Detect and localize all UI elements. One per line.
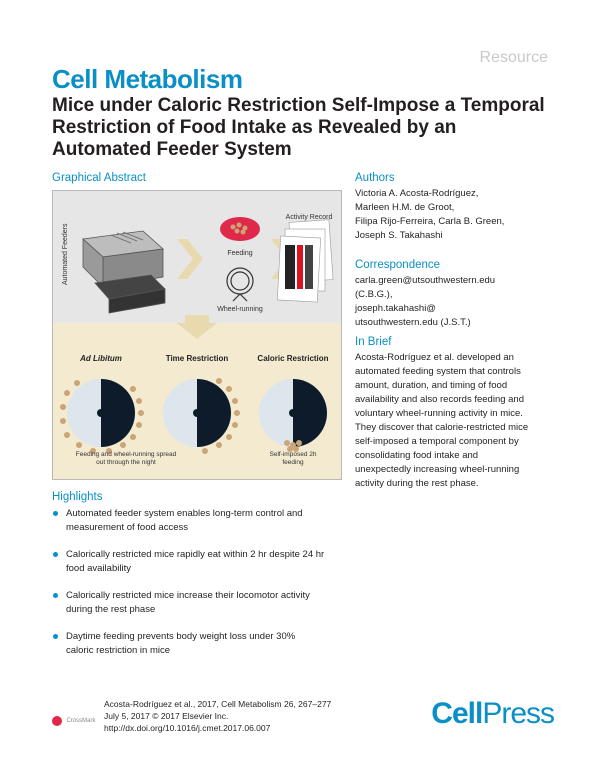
in-brief-line: amount, duration, and timing of food — [355, 380, 508, 391]
highlight-item: Calorically restricted mice increase their locomotor activity during the rest phase — [52, 589, 352, 617]
citation: Acosta-Rodríguez et al., 2017, Cell Metabolism 26, 267–277 — [104, 699, 332, 709]
highlights-section — [52, 507, 352, 671]
cellpress-logo-cell: Cell — [431, 697, 483, 730]
crossmark-label: CrossMark — [66, 717, 96, 724]
clock-ad-libitum-icon — [67, 379, 135, 447]
label-time-restriction: Time Restriction — [165, 354, 229, 363]
email-link-2[interactable]: joseph.takahashi@ — [355, 303, 436, 314]
graphical-abstract-heading: Graphical Abstract — [52, 172, 146, 184]
highlight-item: Automated feeder system enables long-term control and measurement of food access — [52, 507, 352, 535]
feeding-dish-icon — [220, 217, 260, 241]
bullet-icon — [53, 634, 58, 639]
author-line: Filipa Rijo-Ferreira, Carla B. Green, — [355, 216, 505, 227]
highlights-heading: Highlights — [52, 491, 103, 503]
author-line: Joseph S. Takahashi — [355, 230, 443, 241]
cellpress-logo-press: Press — [482, 697, 554, 730]
doi-link[interactable]: http://dx.doi.org/10.1016/j.cmet.2017.06.007 — [104, 723, 271, 733]
authors-heading: Authors — [355, 172, 395, 184]
in-brief-line: activity during the rest phase. — [355, 478, 479, 489]
correspondence-heading: Correspondence — [355, 259, 441, 271]
highlight-item: Calorically restricted mice rapidly eat within 2 hr despite 24 hr food availability — [52, 548, 352, 576]
clock-time-restriction-icon — [163, 379, 231, 447]
bullet-icon — [53, 593, 58, 598]
in-brief-line: unexpectedly increasing wheel-running — [355, 464, 520, 475]
cellpress-logo[interactable] — [431, 697, 554, 731]
label-ad-libitum: Ad Libitum — [80, 354, 122, 363]
in-brief-line: consolidating food intake and — [355, 450, 479, 461]
label-activity-record: Activity Record — [285, 214, 333, 221]
in-brief-text — [355, 351, 570, 491]
bullet-icon — [53, 552, 58, 557]
label-caloric-restriction: Caloric Restriction — [257, 354, 329, 363]
email-link-2-cont[interactable]: utsouthwestern.edu (J.S.T.) — [355, 317, 471, 328]
in-brief-heading: In Brief — [355, 336, 392, 348]
in-brief-line: self-imposed a temporal component by — [355, 436, 519, 447]
clock-caloric-restriction-icon — [259, 379, 327, 447]
correspondence-list — [355, 274, 555, 330]
in-brief-line: automated feeding system that controls — [355, 366, 521, 377]
graphical-abstract-svg — [53, 191, 341, 479]
author-line: Marleen H.M. de Groot, — [355, 202, 455, 213]
journal-name: Cell Metabolism — [52, 64, 243, 94]
label-self-imposed: Self-imposed 2h feeding — [269, 451, 317, 466]
date-line: July 5, 2017 © 2017 Elsevier Inc. — [104, 711, 229, 721]
label-feeding-spread: Feeding and wheel-running spread out through the night — [75, 451, 177, 466]
section-label: Resource — [479, 49, 548, 66]
in-brief-line: They discover that calorie-restricted mice — [355, 422, 529, 433]
activity-record-icon — [277, 220, 333, 302]
in-brief-line: voluntary wheel-running activity in mice. — [355, 408, 523, 419]
label-feeding: Feeding — [227, 250, 253, 257]
graphical-abstract-figure — [52, 190, 342, 480]
label-automated-feeders: Automated Feeders — [62, 223, 69, 285]
in-brief-line: availability and also records feeding and — [355, 394, 524, 405]
highlights-list — [52, 507, 352, 658]
bullet-icon — [53, 511, 58, 516]
crossmark-logo[interactable] — [52, 712, 95, 730]
email-link[interactable]: carla.green@utsouthwestern.edu — [355, 275, 496, 286]
correspondence-line: (C.B.G.), — [355, 289, 393, 300]
article-title: Mice under Caloric Restriction Self-Impose a Temporal Restriction of Food Intake as Revealed by an Automated Feeder System — [52, 95, 545, 160]
author-line: Victoria A. Acosta-Rodríguez, — [355, 188, 479, 199]
label-wheel-running: Wheel-running — [217, 306, 263, 313]
highlight-item: Daytime feeding prevents body weight loss under 30% caloric restriction in mice — [52, 630, 352, 658]
authors-list — [355, 187, 555, 243]
in-brief-line: Acosta-Rodríguez et al. developed an — [355, 352, 514, 363]
crossmark-icon — [52, 716, 62, 726]
